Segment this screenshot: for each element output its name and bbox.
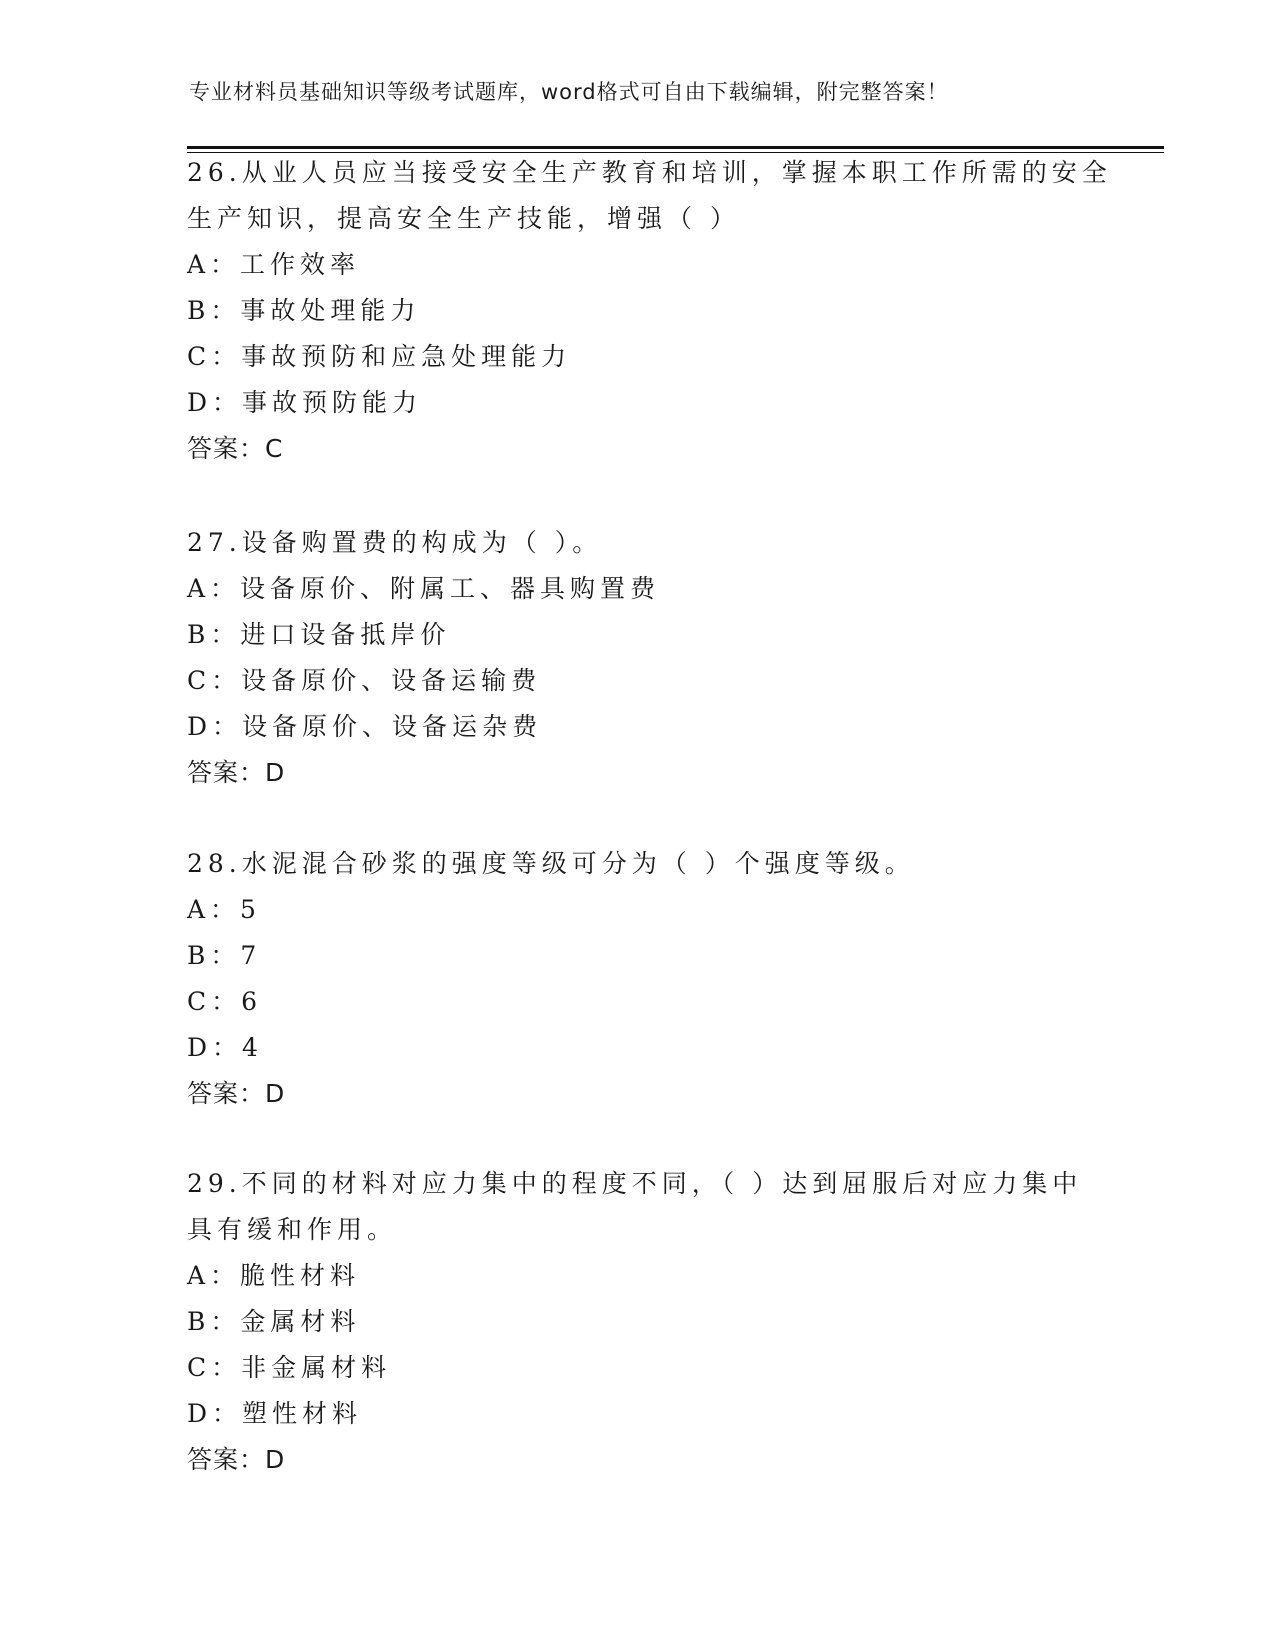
option-d: D：塑性材料 xyxy=(187,1399,363,1428)
option-c: C：设备原价、设备运输费 xyxy=(187,666,542,695)
question-stem-line: 28.水泥混合砂浆的强度等级可分为（ ）个强度等级。 xyxy=(187,849,915,878)
answer-line: 答案：D xyxy=(187,1079,286,1108)
question-stem-line: 29.不同的材料对应力集中的程度不同，（ ）达到屈服后对应力集中 xyxy=(187,1169,1083,1198)
question-28 xyxy=(187,841,1087,1117)
option-b: B：事故处理能力 xyxy=(187,296,421,325)
question-stem-line: 26.从业人员应当接受安全生产教育和培训，掌握本职工作所需的安全 xyxy=(187,158,1112,187)
question-stem-line: 具有缓和作用。 xyxy=(187,1215,398,1244)
option-b: B：7 xyxy=(187,941,262,970)
option-d: D：事故预防能力 xyxy=(187,388,423,417)
question-stem-line: 生产知识，提高安全生产技能，增强（ ） xyxy=(187,204,740,233)
option-b: B：金属材料 xyxy=(187,1307,361,1336)
option-d: D：设备原价、设备运杂费 xyxy=(187,712,543,741)
option-a: A：脆性材料 xyxy=(187,1261,361,1290)
option-c: C：非金属材料 xyxy=(187,1353,392,1382)
answer-line: 答案：D xyxy=(187,1445,286,1474)
answer-line: 答案：C xyxy=(187,434,284,463)
option-a: A：设备原价、附属工、器具购置费 xyxy=(187,574,661,603)
option-c: C：6 xyxy=(187,987,263,1016)
question-stem-line: 27.设备购置费的构成为（ ）。 xyxy=(187,528,603,557)
option-b: B：进口设备抵岸价 xyxy=(187,620,451,649)
question-26 xyxy=(187,150,1112,472)
header-rule-thick xyxy=(187,146,1164,149)
page-header: 专业材料员基础知识等级考试题库，word格式可自由下载编辑，附完整答案！ xyxy=(189,80,949,104)
question-27 xyxy=(187,520,1087,796)
option-a: A：工作效率 xyxy=(187,250,361,279)
question-29 xyxy=(187,1161,1087,1483)
option-d: D：4 xyxy=(187,1033,263,1062)
option-c: C：事故预防和应急处理能力 xyxy=(187,342,572,371)
option-a: A：5 xyxy=(187,895,261,924)
answer-line: 答案：D xyxy=(187,758,286,787)
